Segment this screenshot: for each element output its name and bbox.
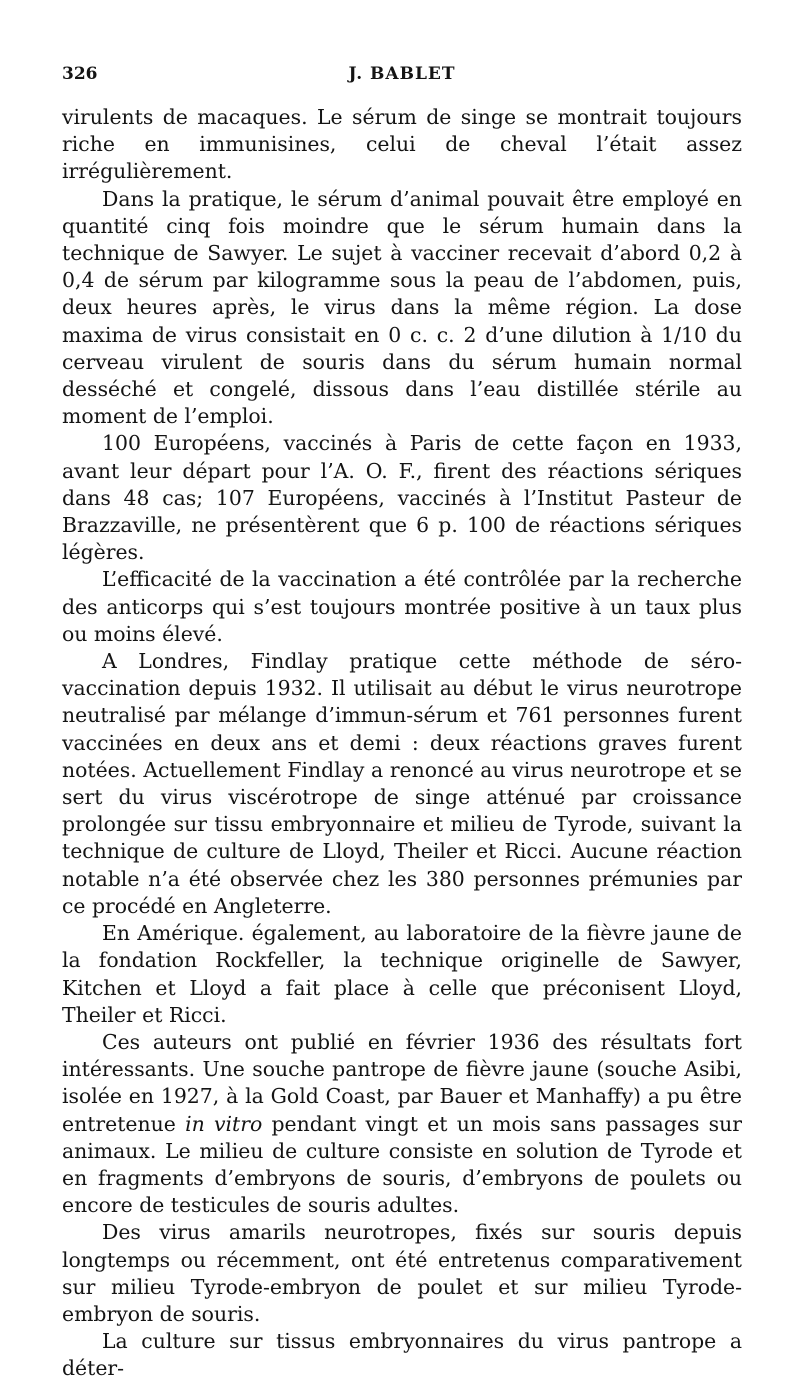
paragraph-continuation: virulents de macaques. Le sérum de singe se montrait toujours riche en immunisines, celui de cheval l’était assez irrégulièrement. [62, 105, 742, 184]
paragraph-efficacy: L’efficacité de la vaccination a été contrôlée par la recherche des anticorps qui s’est toujours montrée positive à un taux plus ou moins élevé. [62, 567, 742, 646]
paragraph-america-rockfeller: En Amérique. également, au laboratoire de la fièvre jaune de la fondation Rockfeller, la technique originelle de Sawyer, Kitchen et Lloyd a fait place à celle que préconisent Lloyd, Theiler et Ricci. [62, 921, 742, 1027]
paragraph-authors-results [62, 1029, 742, 1219]
paragraph-culture-pantropic: La culture sur tissus embryonnaires du virus pantrope a déter- [62, 1329, 742, 1381]
body-text [62, 104, 742, 1383]
page-header [62, 64, 742, 94]
paragraph-london-findlay: A Londres, Findlay pratique cette méthode de séro-vaccination depuis 1932. Il utilisait au début le virus neurotrope neutralisé par mélange d’immun-sérum et 761 personnes furent vaccinées en deux ans et demi : deux réactions graves furent notées. Actuellement Findlay a renoncé au virus neurotrope et se sert du virus viscérotrope de singe atténué par croissance prolongée sur tissu embryonnaire et milieu de Tyrode, suivant la technique de culture de Lloyd, Theiler et Ricci. Aucune réaction notable n’a été observée chez les 380 personnes prémunies par ce procédé en Angleterre. [62, 649, 742, 918]
paragraph-text-before: Ces auteurs ont publié en février 1936 des résultats fort intéressants. Une souche pantrope de fièvre jaune (souche Asibi, isolée en 1927, à la Gold Coast, par Bauer et Manhaffy) a pu être entretenue [62, 1029, 742, 1136]
running-head: J. BABLET [348, 64, 456, 84]
page-number: 326 [62, 64, 98, 84]
paragraph-serum-dosage: Dans la pratique, le sérum d’animal pouvait être employé en quantité cinq fois moindre que le sérum humain dans la technique de Sawyer. Le sujet à vacciner recevait d’abord 0,2 à 0,4 de sérum par kilogramme sous la peau de l’abdomen, puis, deux heures après, le virus dans la même région. La dose maxima de virus consistait en 0 c. c. 2 d’une dilution à 1/10 du cerveau virulent de souris dans du sérum humain normal desséché et congelé, dissous dans l’eau distillée stérile au moment de l’emploi. [62, 186, 742, 429]
paragraph-neurotropic-viruses: Des virus amarils neurotropes, fixés sur souris depuis longtemps ou récemment, ont été entretenus comparativement sur milieu Tyrode-embryon de poulet et sur milieu Tyrode-embryon de souris. [62, 1220, 742, 1326]
paragraph-text-after: pendant vingt et un mois sans passages sur animaux. Le milieu de culture consiste en solution de Tyrode et en fragments d’embryons de souris, d’embryons de poulets ou encore de testicules de souris adultes. [62, 1111, 742, 1218]
italic-in-vitro: in vitro [185, 1111, 263, 1136]
paragraph-europeans-vaccinated: 100 Européens, vaccinés à Paris de cette façon en 1933, avant leur départ pour l’A. O. F., firent des réactions sériques dans 48 cas; 107 Européens, vaccinés à l’Institut Pasteur de Brazzaville, ne présentèrent que 6 p. 100 de réactions sériques légères. [62, 431, 742, 565]
